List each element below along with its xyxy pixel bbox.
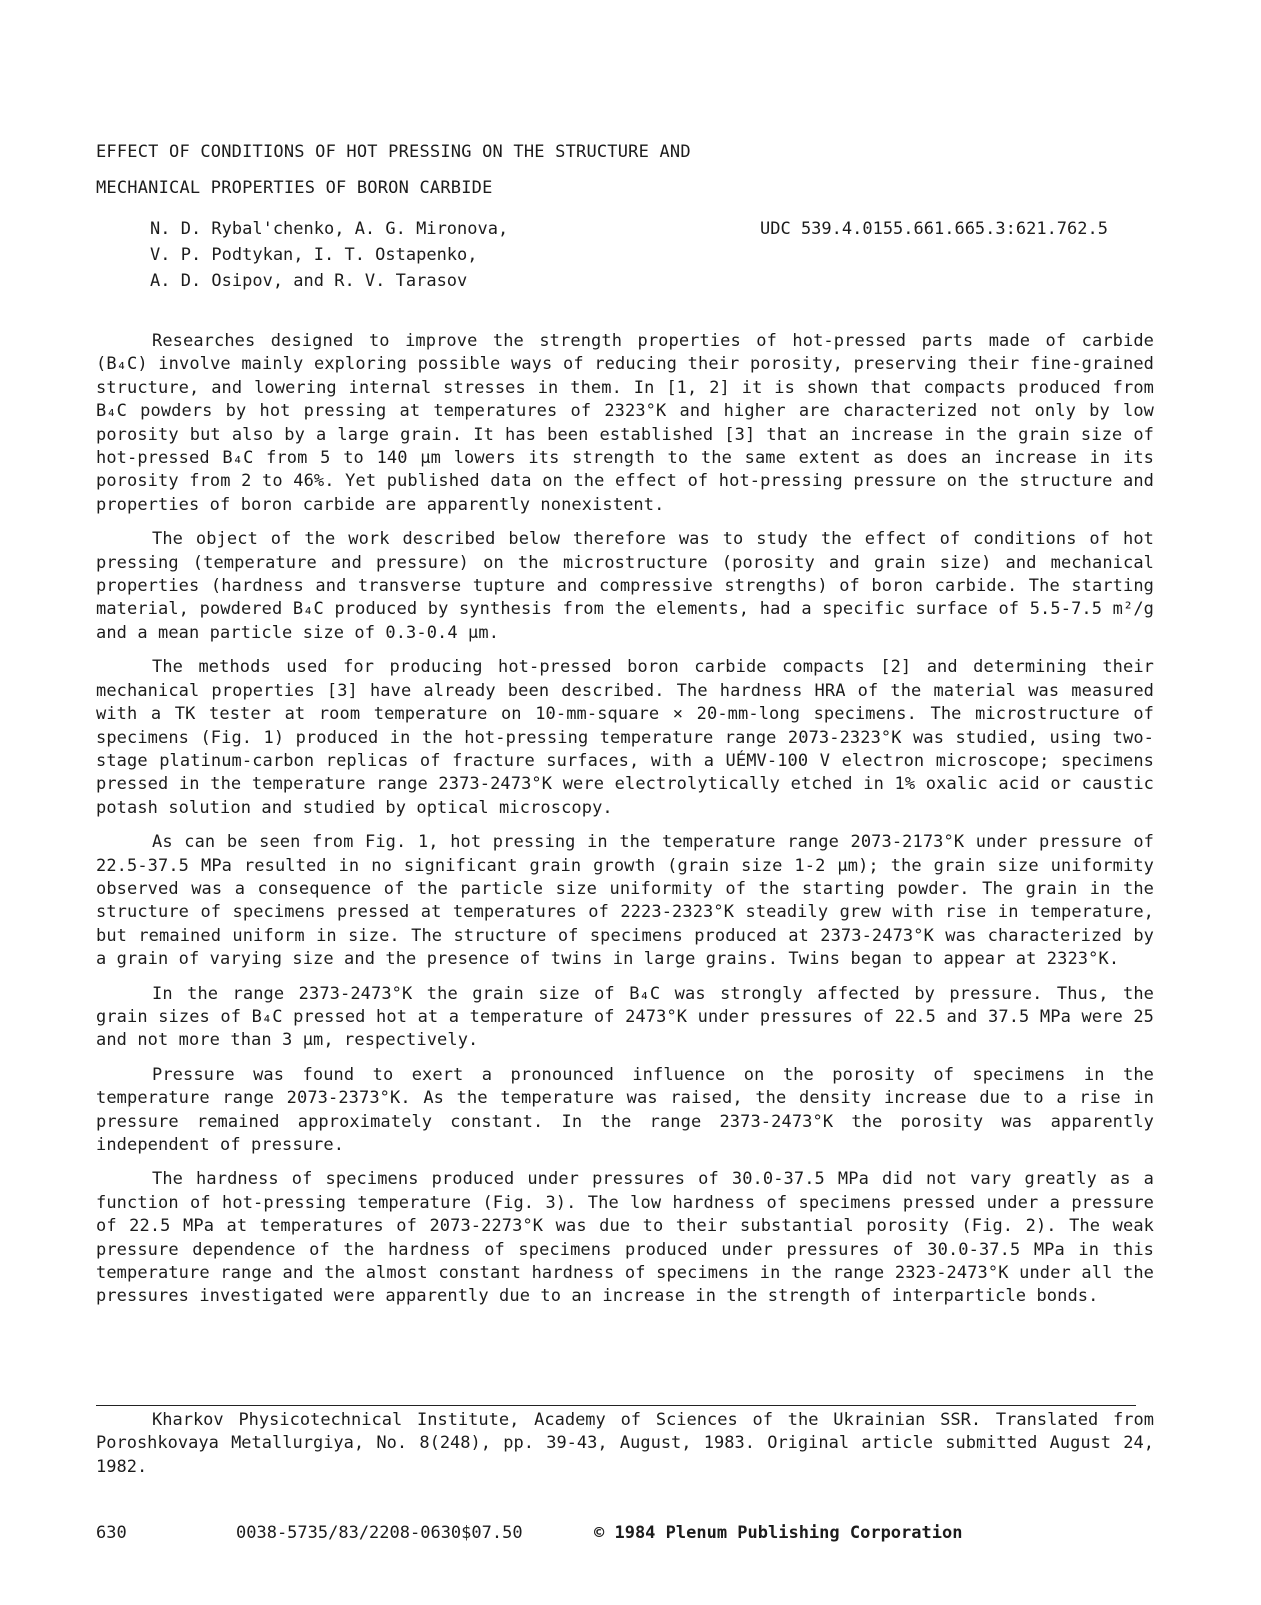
title-line-2: MECHANICAL PROPERTIES OF BORON CARBIDE bbox=[96, 178, 493, 198]
title-line-1: EFFECT OF CONDITIONS OF HOT PRESSING ON THE STRUCTURE AND bbox=[96, 142, 691, 162]
footnote-divider bbox=[96, 1405, 1136, 1406]
page-footer bbox=[0, 1523, 1261, 1553]
article-title bbox=[96, 134, 856, 206]
paragraph: In the range 2373-2473°K the grain size of B₄C was strongly affected by pressure. Thus, the grain sizes of B₄C pressed hot at a temperature of 2473°K under pressures of 22.5 and 37.5 MPa were 25 and not more than 3 μm, respectively. bbox=[96, 983, 1154, 1051]
author-list bbox=[150, 216, 508, 294]
copyright-notice: © 1984 Plenum Publishing Corporation bbox=[594, 1523, 963, 1543]
paragraph: The hardness of specimens produced under pressures of 30.0-37.5 MPa did not vary greatly as a function of hot-pressing temperature (Fig. 3). The low hardness of specimens pressed under a pressure of 22.5 MPa at temperatures of 2073-2273°K was due to their substantial porosity (Fig. 2). The weak pressure dependence of the hardness of specimens produced under pressures of 30.0-37.5 MPa in this temperature range and the almost constant hardness of specimens in the range 2323-2473°K under all the pressures investigated were apparently due to an increase in the strength of interparticle bonds. bbox=[96, 1169, 1154, 1307]
author-line: A. D. Osipov, and R. V. Tarasov bbox=[150, 271, 468, 291]
paragraph: The object of the work described below therefore was to study the effect of conditions of hot pressing (temperature and pressure) on the microstructure (porosity and grain size) and mechanical properties (hardness and transverse tupture and compressive strengths) of boron carbide. The starting material, powdered B₄C produced by synthesis from the elements, had a specific surface of 5.5-7.5 m²/g and a mean particle size of 0.3-0.4 μm. bbox=[96, 529, 1154, 643]
paragraph: Researches designed to improve the strength properties of hot-pressed parts made of carbide (B₄C) involve mainly exploring possible ways of reducing their porosity, preserving their fine-grained structure, and lowering internal stresses in them. In [1, 2] it is shown that compacts produced from B₄C powders by hot pressing at temperatures of 2323°K and higher are characterized not only by low porosity but also by a large grain. It has been established [3] that an increase in the grain size of hot-pressed B₄C from 5 to 140 μm lowers its strength to the same extent as does an increase in its porosity from 2 to 46%. Yet published data on the effect of hot-pressing pressure on the structure and properties of boron carbide are apparently nonexistent. bbox=[96, 331, 1154, 515]
footnote: Kharkov Physicotechnical Institute, Academy of Sciences of the Ukrainian SSR. Translated from Poroshkovaya Metallurgiya, No. 8(248), pp. 39-43, August, 1983. Original article submitted August 24, 1982. bbox=[96, 1410, 1154, 1477]
udc-code: UDC 539.4.0155.661.665.3:621.762.5 bbox=[760, 219, 1108, 239]
paragraph: The methods used for producing hot-pressed boron carbide compacts [2] and determining their mechanical properties [3] have already been described. The hardness HRA of the material was measured with a TK tester at room temperature on 10-mm-square × 20-mm-long specimens. The microstructure of specimens (Fig. 1) produced in the hot-pressing temperature range 2073-2323°K was studied, using two-stage platinum-carbon replicas of fracture surfaces, with a UÉMV-100 V electron microscope; specimens pressed in the temperature range 2373-2473°K were electrolytically etched in 1% oxalic acid or caustic potash solution and studied by optical microscopy. bbox=[96, 657, 1154, 818]
paragraph: Pressure was found to exert a pronounced influence on the porosity of specimens in the temperature range 2073-2373°K. As the temperature was raised, the density increase due to a rise in pressure remained approximately constant. In the range 2373-2473°K the porosity was apparently independent of pressure. bbox=[96, 1064, 1154, 1155]
paragraph: As can be seen from Fig. 1, hot pressing in the temperature range 2073-2173°K under pressure of 22.5-37.5 MPa resulted in no significant grain growth (grain size 1-2 μm); the grain size uniformity observed was a consequence of the particle size uniformity of the starting powder. The grain in the structure of specimens pressed at temperatures of 2223-2323°K steadily grew with rise in temperature, but remained uniform in size. The structure of specimens produced at 2373-2473°K was characterized by a grain of varying size and the presence of twins in large grains. Twins began to appear at 2323°K. bbox=[96, 832, 1154, 970]
article-code: 0038-5735/83/2208-0630$07.50 bbox=[236, 1523, 523, 1543]
article-body bbox=[96, 330, 1154, 1320]
author-line: V. P. Podtykan, I. T. Ostapenko, bbox=[150, 245, 478, 265]
page-number: 630 bbox=[96, 1523, 127, 1543]
author-line: N. D. Rybal'chenko, A. G. Mironova, bbox=[150, 219, 509, 239]
